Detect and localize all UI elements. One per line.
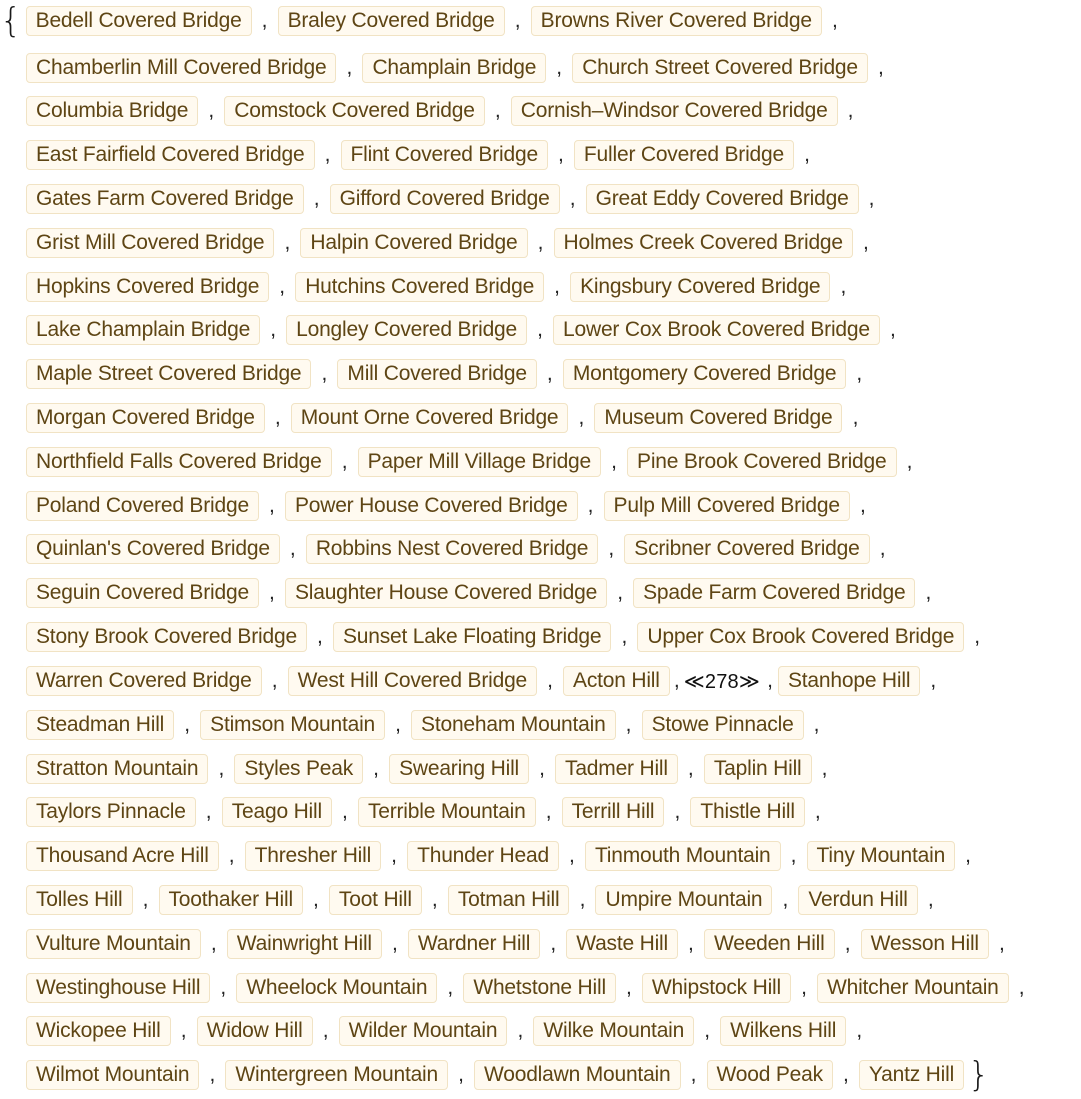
entity-chip[interactable]: Wilke Mountain [533, 1016, 694, 1046]
entity-chip[interactable]: Totman Hill [448, 885, 570, 915]
entity-chip[interactable]: Tadmer Hill [555, 754, 678, 784]
separator: , [270, 318, 277, 341]
entity-chip[interactable]: Westinghouse Hill [26, 973, 210, 1003]
separator: , [184, 713, 191, 736]
separator: , [852, 406, 859, 429]
entity-chip[interactable]: Robbins Nest Covered Bridge [306, 534, 598, 564]
entity-chip[interactable]: Champlain Bridge [362, 53, 546, 83]
entity-chip[interactable]: East Fairfield Covered Bridge [26, 140, 315, 170]
output-line [26, 50, 894, 86]
separator: , [587, 494, 594, 517]
separator: , [261, 9, 268, 32]
separator: , [342, 800, 348, 823]
entity-chip[interactable]: Thousand Acre Hill [26, 841, 219, 871]
separator: , [341, 450, 348, 473]
separator: , [373, 757, 379, 780]
output-line [26, 312, 906, 348]
entity-chip[interactable]: Acton Hill [563, 666, 670, 696]
separator: , [862, 231, 869, 254]
output-line [26, 181, 885, 217]
elided-count: ≪278≫ [683, 670, 760, 693]
separator: , [322, 1019, 329, 1042]
separator: , [395, 713, 401, 736]
entity-chip[interactable]: Taplin Hill [704, 754, 812, 784]
entity-chip[interactable]: Whipstock Hill [642, 973, 791, 1003]
separator: , [625, 713, 632, 736]
separator: , [868, 187, 875, 210]
entity-chip[interactable]: Museum Covered Bridge [594, 403, 842, 433]
separator: , [274, 406, 281, 429]
separator: , [813, 713, 820, 736]
entity-chip[interactable]: Great Eddy Covered Bridge [586, 184, 859, 214]
entity-chip[interactable]: Yantz Hill [859, 1060, 964, 1090]
separator: , [391, 844, 398, 867]
separator: , [537, 231, 544, 254]
separator: , [142, 888, 149, 911]
separator: , [579, 888, 586, 911]
entity-chip[interactable]: Browns River Covered Bridge [531, 6, 822, 36]
separator: , [859, 494, 866, 517]
entity-chip[interactable]: Wood Peak [707, 1060, 833, 1090]
entity-chip[interactable]: Stanhope Hill [778, 666, 920, 696]
entity-chip[interactable]: Morgan Covered Bridge [26, 403, 265, 433]
entity-chip[interactable]: Thistle Hill [690, 797, 804, 827]
separator: , [927, 888, 934, 911]
close-brace: } [968, 1055, 990, 1095]
separator: , [831, 9, 838, 32]
separator: , [514, 9, 521, 32]
separator: , [925, 581, 932, 604]
separator: , [608, 537, 615, 560]
entity-chip[interactable]: Styles Peak [234, 754, 363, 784]
output-line [26, 356, 872, 392]
entity-chip[interactable]: Grist Mill Covered Bridge [26, 228, 274, 258]
entity-chip[interactable]: Mill Covered Bridge [337, 359, 536, 389]
entity-chip[interactable]: Bedell Covered Bridge [26, 6, 252, 36]
output-line [26, 707, 830, 743]
output-line [26, 1057, 990, 1093]
entity-chip[interactable]: Wesson Hill [861, 929, 989, 959]
separator: , [517, 1019, 524, 1042]
entity-chip[interactable]: Mount Orne Covered Bridge [291, 403, 569, 433]
output-line [26, 225, 879, 261]
output-line [26, 794, 831, 830]
separator: , [324, 143, 331, 166]
separator: , [494, 99, 501, 122]
output-line [26, 619, 990, 655]
output-line [26, 751, 838, 787]
separator: , [879, 537, 886, 560]
entity-chip[interactable]: Lower Cox Brook Covered Bridge [553, 315, 880, 345]
entity-chip[interactable]: Teago Hill [222, 797, 332, 827]
entity-chip[interactable]: Tolles Hill [26, 885, 133, 915]
entity-chip[interactable]: Steadman Hill [26, 710, 174, 740]
separator: , [877, 56, 884, 79]
separator: , [856, 362, 863, 385]
entity-chip[interactable]: Tiny Mountain [807, 841, 956, 871]
entity-chip[interactable]: Whitcher Mountain [817, 973, 1009, 1003]
separator: , [687, 757, 694, 780]
separator: , [814, 800, 821, 823]
entity-chip[interactable]: Swearing Hill [389, 754, 529, 784]
output-line [26, 1013, 872, 1049]
separator: , [550, 932, 557, 955]
separator: , [674, 800, 681, 823]
separator: , [321, 362, 328, 385]
separator: , [220, 976, 227, 999]
separator: , [313, 187, 320, 210]
output-line [26, 400, 868, 436]
output-line [26, 531, 896, 567]
entity-chip[interactable]: Upper Cox Brook Covered Bridge [637, 622, 964, 652]
separator: , [844, 932, 851, 955]
separator: , [621, 625, 628, 648]
separator: , [271, 669, 278, 692]
entity-chip[interactable]: Terrible Mountain [358, 797, 536, 827]
entity-chip[interactable]: Stimson Mountain [200, 710, 385, 740]
entity-chip[interactable]: West Hill Covered Bridge [288, 666, 537, 696]
entity-chip[interactable]: Verdun Hill [798, 885, 917, 915]
entity-chip[interactable]: Church Street Covered Bridge [572, 53, 868, 83]
entity-chip[interactable]: Whetstone Hill [463, 973, 616, 1003]
separator: , [346, 56, 353, 79]
entity-chip[interactable]: Columbia Bridge [26, 96, 198, 126]
separator: , [790, 844, 797, 867]
entity-chip[interactable]: Northfield Falls Covered Bridge [26, 447, 332, 477]
entity-chip[interactable]: Tinmouth Mountain [585, 841, 781, 871]
entity-chip[interactable]: Scribner Covered Bridge [624, 534, 869, 564]
separator: , [856, 1019, 863, 1042]
separator: , [782, 888, 789, 911]
separator: , [1018, 976, 1025, 999]
separator: , [569, 844, 575, 867]
entity-chip[interactable]: Wheelock Mountain [236, 973, 437, 1003]
separator: , [704, 1019, 711, 1042]
separator: , [840, 275, 847, 298]
entity-chip[interactable]: Braley Covered Bridge [278, 6, 505, 36]
separator: , [208, 99, 215, 122]
entity-chip[interactable]: Thunder Head [407, 841, 559, 871]
separator: , [847, 99, 854, 122]
entity-chip[interactable]: Flint Covered Bridge [341, 140, 548, 170]
separator: , [218, 757, 225, 780]
entity-chip[interactable]: Kingsbury Covered Bridge [570, 272, 830, 302]
entity-chip[interactable]: Wintergreen Mountain [225, 1060, 448, 1090]
entity-chip[interactable]: Wardner Hill [408, 929, 540, 959]
entity-chip[interactable]: Stoneham Mountain [411, 710, 616, 740]
output-line [26, 926, 1015, 962]
entity-chip[interactable]: Power House Covered Bridge [285, 491, 578, 521]
output-line [26, 663, 946, 699]
entity-chip[interactable]: Wilder Mountain [339, 1016, 508, 1046]
separator: , [930, 669, 937, 692]
entity-chip[interactable]: Gifford Covered Bridge [330, 184, 560, 214]
separator: , [673, 669, 680, 692]
entity-chip[interactable]: Longley Covered Bridge [286, 315, 527, 345]
entity-chip[interactable]: Wainwright Hill [227, 929, 382, 959]
output-line [26, 137, 820, 173]
separator: , [391, 932, 398, 955]
separator: , [578, 406, 585, 429]
separator: , [284, 231, 291, 254]
entity-chip[interactable]: Lake Champlain Bridge [26, 315, 260, 345]
separator: , [804, 143, 810, 166]
entity-chip[interactable]: Stratton Mountain [26, 754, 208, 784]
entity-chip[interactable]: Wilkens Hill [720, 1016, 846, 1046]
separator: , [558, 143, 564, 166]
separator: , [313, 888, 319, 911]
entity-chip[interactable]: Weeden Hill [704, 929, 835, 959]
output-line [26, 882, 944, 918]
output-line [26, 488, 876, 524]
separator: , [545, 800, 552, 823]
output-line [26, 93, 864, 129]
entity-chip[interactable]: Stowe Pinnacle [642, 710, 804, 740]
entity-chip[interactable]: Toothaker Hill [159, 885, 303, 915]
entity-chip[interactable]: Stony Brook Covered Bridge [26, 622, 307, 652]
entity-chip[interactable]: Paper Mill Village Bridge [358, 447, 601, 477]
separator: , [458, 1063, 464, 1086]
separator: , [974, 625, 981, 648]
entity-chip[interactable]: Warren Covered Bridge [26, 666, 262, 696]
separator: , [205, 800, 212, 823]
separator: , [611, 450, 617, 473]
entity-chip[interactable]: Taylors Pinnacle [26, 797, 196, 827]
entity-chip[interactable]: Halpin Covered Bridge [300, 228, 527, 258]
output-line [0, 3, 848, 39]
separator: , [269, 581, 275, 604]
entity-chip[interactable]: Umpire Mountain [595, 885, 772, 915]
separator: , [998, 932, 1005, 955]
separator: , [842, 1063, 849, 1086]
entity-chip[interactable]: Widow Hill [197, 1016, 313, 1046]
output-line [26, 444, 923, 480]
entity-chip[interactable]: Sunset Lake Floating Bridge [333, 622, 611, 652]
output-line [26, 575, 941, 611]
separator: , [289, 537, 296, 560]
separator: , [447, 976, 454, 999]
output-line [26, 838, 981, 874]
separator: , [279, 275, 286, 298]
entity-chip[interactable]: Montgomery Covered Bridge [563, 359, 846, 389]
separator: , [537, 318, 543, 341]
separator: , [547, 669, 553, 692]
entity-chip[interactable]: Chamberlin Mill Covered Bridge [26, 53, 336, 83]
entity-chip[interactable]: Seguin Covered Bridge [26, 578, 259, 608]
entity-chip[interactable]: Cornish–Windsor Covered Bridge [511, 96, 838, 126]
entity-chip[interactable]: Terrill Hill [562, 797, 665, 827]
entity-chip[interactable]: Toot Hill [329, 885, 422, 915]
separator: , [617, 581, 624, 604]
entity-chip[interactable]: Slaughter House Covered Bridge [285, 578, 607, 608]
entity-chip[interactable]: Thresher Hill [245, 841, 381, 871]
output-line [26, 970, 1035, 1006]
open-brace: { [0, 1, 22, 41]
entity-chip[interactable]: Pulp Mill Covered Bridge [604, 491, 850, 521]
separator: , [965, 844, 971, 867]
entity-chip[interactable]: Comstock Covered Bridge [224, 96, 485, 126]
separator: , [569, 187, 576, 210]
separator: , [690, 1063, 697, 1086]
separator: , [889, 318, 896, 341]
separator: , [180, 1019, 187, 1042]
separator: , [539, 757, 545, 780]
entity-chip[interactable]: Wilmot Mountain [26, 1060, 199, 1090]
separator: , [554, 275, 560, 298]
separator: , [906, 450, 913, 473]
entity-chip[interactable]: Holmes Creek Covered Bridge [554, 228, 853, 258]
entity-chip[interactable]: Pine Brook Covered Bridge [627, 447, 896, 477]
entity-chip[interactable]: Gates Farm Covered Bridge [26, 184, 304, 214]
entity-chip[interactable]: Hutchins Covered Bridge [295, 272, 544, 302]
separator: , [767, 669, 773, 692]
separator: , [546, 362, 553, 385]
entity-chip[interactable]: Vulture Mountain [26, 929, 201, 959]
separator: , [209, 1063, 216, 1086]
entity-chip[interactable]: Waste Hill [566, 929, 678, 959]
output-line [26, 269, 856, 305]
entity-chip[interactable]: Woodlawn Mountain [474, 1060, 681, 1090]
separator: , [556, 56, 563, 79]
entity-chip[interactable]: Hopkins Covered Bridge [26, 272, 269, 302]
entity-chip[interactable]: Fuller Covered Bridge [574, 140, 794, 170]
separator: , [317, 625, 323, 648]
separator: , [431, 888, 438, 911]
entity-chip[interactable]: Spade Farm Covered Bridge [633, 578, 915, 608]
entity-chip[interactable]: Maple Street Covered Bridge [26, 359, 311, 389]
separator: , [821, 757, 828, 780]
separator: , [269, 494, 275, 517]
separator: , [688, 932, 694, 955]
separator: , [228, 844, 235, 867]
separator: , [626, 976, 632, 999]
entity-chip[interactable]: Quinlan's Covered Bridge [26, 534, 280, 564]
separator: , [801, 976, 807, 999]
separator: , [210, 932, 217, 955]
entity-chip[interactable]: Poland Covered Bridge [26, 491, 259, 521]
entity-chip[interactable]: Wickopee Hill [26, 1016, 171, 1046]
